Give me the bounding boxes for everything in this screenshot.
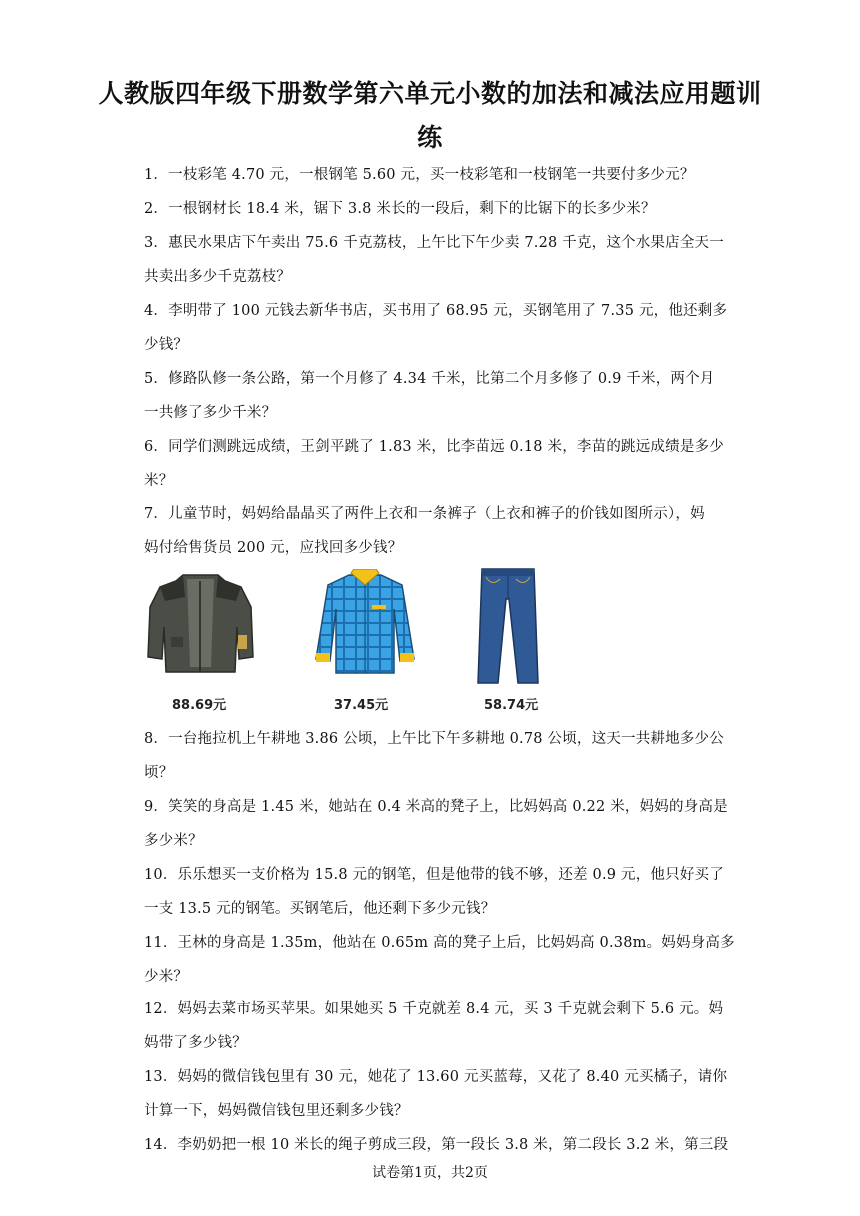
problem-10-line-1: 10．乐乐想买一支价格为 15.8 元的钢笔，但是他带的钱不够，还差 0.9 元，他只好买了 xyxy=(144,867,724,883)
problem-2-line-1: 2．一根钢材长 18.4 米，锯下 3.8 米长的一段后，剩下的比锯下的长多少米？ xyxy=(144,201,656,217)
problem-5-line-2: 一共修了多少千米？ xyxy=(144,405,277,421)
problem-11-line-1: 11．王林的身高是 1.35m，他站在 0.65m 高的凳子上后，比妈妈高 0.38m。妈妈身高多 xyxy=(144,935,735,951)
problem-6-line-1: 6．同学们测跳远成绩，王剑平跳了 1.83 米，比李苗远 0.18 米，李苗的跳远成绩是多少 xyxy=(144,439,724,455)
problem-13-line-1: 13．妈妈的微信钱包里有 30 元，她花了 13.60 元买蓝莓，又花了 8.40 元买橘子，请你 xyxy=(144,1069,728,1085)
problem-10-line-2: 一支 13.5 元的钢笔。买钢笔后，他还剩下多少元钱？ xyxy=(144,901,496,917)
shirt-image xyxy=(314,569,416,679)
jacket-price: 88.69元 xyxy=(172,698,227,713)
jacket-icon xyxy=(143,567,258,677)
jeans-price: 58.74元 xyxy=(484,698,539,713)
problem-3-line-1: 3．惠民水果店下午卖出 75.6 千克荔枝，上午比下午少卖 7.28 千克，这个水果店全天一 xyxy=(144,235,724,251)
page-footer: 试卷第1页，共2页 xyxy=(372,1165,488,1181)
jeans-image xyxy=(474,565,542,685)
jacket-image xyxy=(143,567,258,677)
problem-9-line-2: 多少米？ xyxy=(144,833,203,849)
problem-12-line-2: 妈带了多少钱？ xyxy=(144,1035,247,1051)
shirt-icon xyxy=(314,569,416,679)
problem-6-line-2: 米？ xyxy=(144,473,174,489)
shirt-price: 37.45元 xyxy=(334,698,389,713)
problem-4-line-1: 4．李明带了 100 元钱去新华书店，买书用了 68.95 元，买钢笔用了 7.35 元，他还剩多 xyxy=(144,303,728,319)
problem-11-line-2: 少米？ xyxy=(144,969,189,985)
problem-9-line-1: 9．笑笑的身高是 1.45 米，她站在 0.4 米高的凳子上，比妈妈高 0.22 米，妈妈的身高是 xyxy=(144,799,728,815)
problem-5-line-1: 5．修路队修一条公路，第一个月修了 4.34 千米，比第二个月多修了 0.9 千米，两个月 xyxy=(144,371,715,387)
problem-12-line-1: 12．妈妈去菜市场买苹果。如果她买 5 千克就差 8.4 元，买 3 千克就会剩下 5.6 元。妈 xyxy=(144,1001,724,1017)
problem-13-line-2: 计算一下，妈妈微信钱包里还剩多少钱？ xyxy=(144,1103,409,1119)
problem-8-line-1: 8．一台拖拉机上午耕地 3.86 公顷，上午比下午多耕地 0.78 公顷，这天一共耕地多少公 xyxy=(144,731,724,747)
page-title: 人教版四年级下册数学第六单元小数的加法和减法应用题训 xyxy=(98,79,762,108)
problem-7-line-1: 7．儿童节时，妈妈给晶晶买了两件上衣和一条裤子（上衣和裤子的价钱如图所示），妈 xyxy=(144,506,705,522)
page-title-continued: 练 xyxy=(417,123,443,152)
problem-4-line-2: 少钱？ xyxy=(144,337,189,353)
problem-3-line-2: 共卖出多少千克荔枝？ xyxy=(144,269,291,285)
problem-14-line-1: 14．李奶奶把一根 10 米长的绳子剪成三段，第一段长 3.8 米，第二段长 3.2 米，第三段 xyxy=(144,1137,729,1153)
problem-7-line-2: 妈付给售货员 200 元，应找回多少钱？ xyxy=(144,540,403,556)
jeans-icon xyxy=(474,565,542,685)
problem-1-line-1: 1．一枝彩笔 4.70 元，一根钢笔 5.60 元，买一枝彩笔和一枝钢笔一共要付多少元？ xyxy=(144,167,695,183)
problem-8-line-2: 顷？ xyxy=(144,765,174,781)
